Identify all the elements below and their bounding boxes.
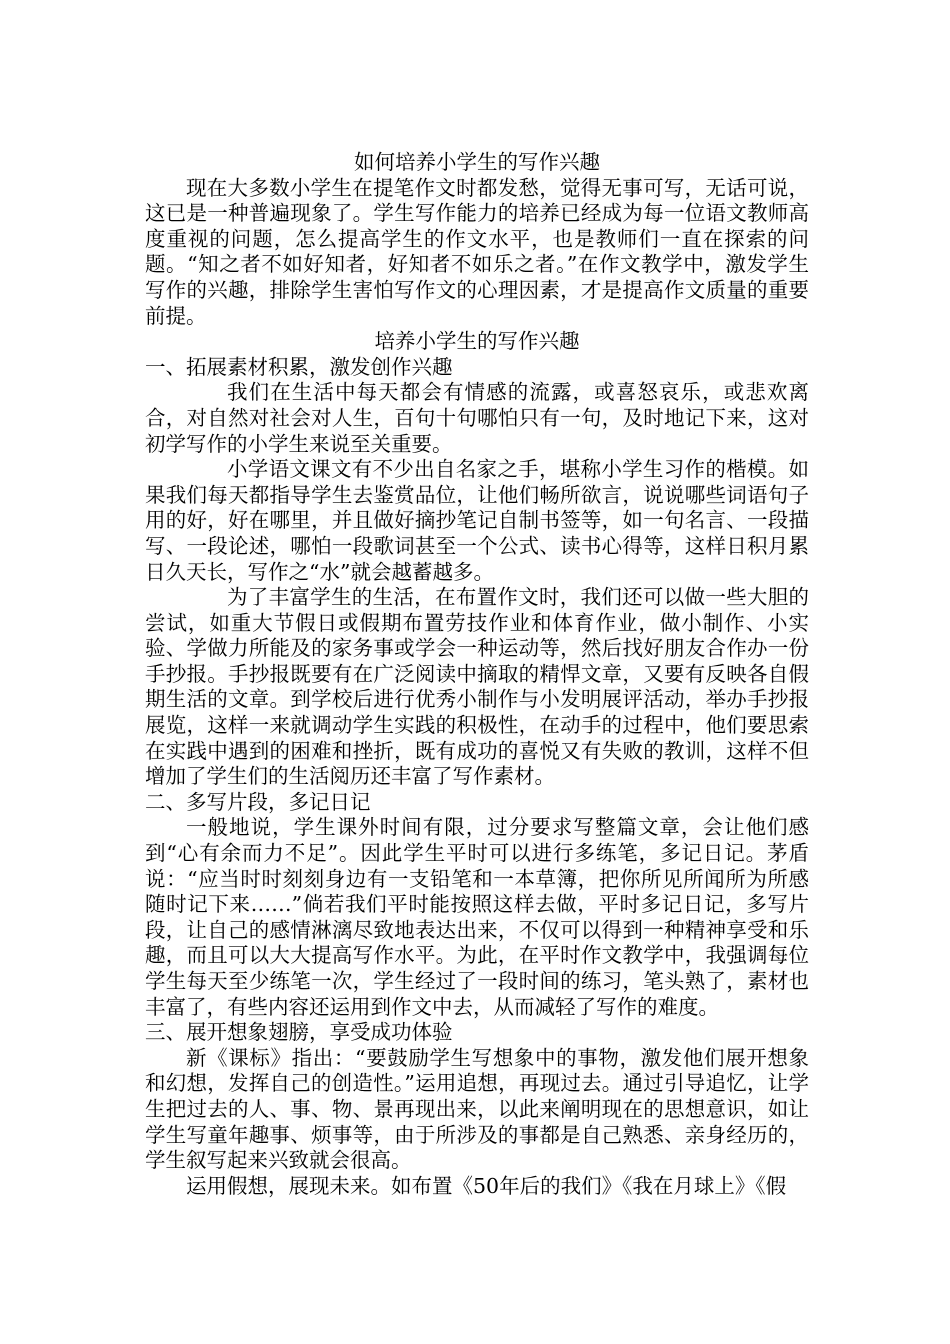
section2-paragraph: 一般地说，学生课外时间有限，过分要求写整篇文章，会让他们感到“心有余而力不足”。因此学生平时可以进行多练笔，多记日记。茅盾说：“应当时时刻刻身边有一支铅笔和一本草簿，把你所见所闻所为所感随时记下来……”倘若我们平时能按照这样去做，平时多记日记，多写片段，让自己的感情淋漓尽致地表达出来，不仅可以得到一种精神享受和乐趣，而且可以大大提高写作水平。为此，在平时作文教学中，我强调每位学生每天至少练笔一次，学生经过了一段时间的练习，笔头熟了，素材也丰富了，有些内容还运用到作文中去，从而减轻了写作的难度。 <box>145 815 809 1019</box>
section-heading-2: 二、多写片段，多记日记 <box>145 789 371 814</box>
document-title: 如何培养小学生的写作兴趣 <box>354 150 600 174</box>
section3-paragraph: 运用假想，展现未来。如布置《50年后的我们》《我在月球上》《假 <box>186 1173 787 1198</box>
section-heading-1: 一、拓展素材积累，激发创作兴趣 <box>145 354 453 379</box>
section1-paragraph: 我们在生活中每天都会有情感的流露，或喜怒哀乐，或悲欢离合，对自然对社会对人生，百句十句哪怕只有一句，及时地记下来，这对初学写作的小学生来说至关重要。 <box>145 380 809 456</box>
document-page <box>145 150 809 1199</box>
intro-paragraph: 现在大多数小学生在提笔作文时都发愁，觉得无事可写，无话可说，这已是一种普遍现象了。学生写作能力的培养已经成为每一位语文教师高度重视的问题，怎么提高学生的作文水平，也是教师们一直在探索的问题。“知之者不如好知者，好知者不如乐之者。”在作文教学中，激发学生写作的兴趣，排除学生害怕写作文的心理因素，才是提高作文质量的重要前提。 <box>145 175 809 328</box>
section3-paragraph: 新《课标》指出：“要鼓励学生写想象中的事物，激发他们展开想象和幻想，发挥自己的创造性。”运用追想，再现过去。通过引导追忆，让学生把过去的人、事、物、景再现出来，以此来阐明现在的思想意识，如让学生写童年趣事、烦事等，由于所涉及的事都是自己熟悉、亲身经历的，学生叙写起来兴致就会很高。 <box>145 1045 809 1173</box>
section-heading-3: 三、展开想象翅膀，享受成功体验 <box>145 1020 453 1045</box>
section1-paragraph: 为了丰富学生的生活，在布置作文时，我们还可以做一些大胆的尝试，如重大节假日或假期布置劳技作业和体育作业，做小制作、小实验、学做力所能及的家务事或学会一种运动等，然后找好朋友合作办一份手抄报。手抄报既要有在广泛阅读中摘取的精悍文章，又要有反映各自假期生活的文章。到学校后进行优秀小制作与小发明展评活动，举办手抄报展览，这样一来就调动学生实践的积极性，在动手的过程中，他们要思索在实践中遇到的困难和挫折，既有成功的喜悦又有失败的教训，这样不但增加了学生们的生活阅历还丰富了写作素材。 <box>145 585 809 789</box>
section1-paragraph: 小学语文课文有不少出自名家之手，堪称小学生习作的楷模。如果我们每天都指导学生去鉴赏品位，让他们畅所欲言，说说哪些词语句子用的好，好在哪里，并且做好摘抄笔记自制书签等，如一句名言、一段描写、一段论述，哪怕一段歌词甚至一个公式、读书心得等，这样日积月累日久天长，写作之“水”就会越蓄越多。 <box>145 457 809 584</box>
document-subtitle: 培养小学生的写作兴趣 <box>374 329 580 354</box>
